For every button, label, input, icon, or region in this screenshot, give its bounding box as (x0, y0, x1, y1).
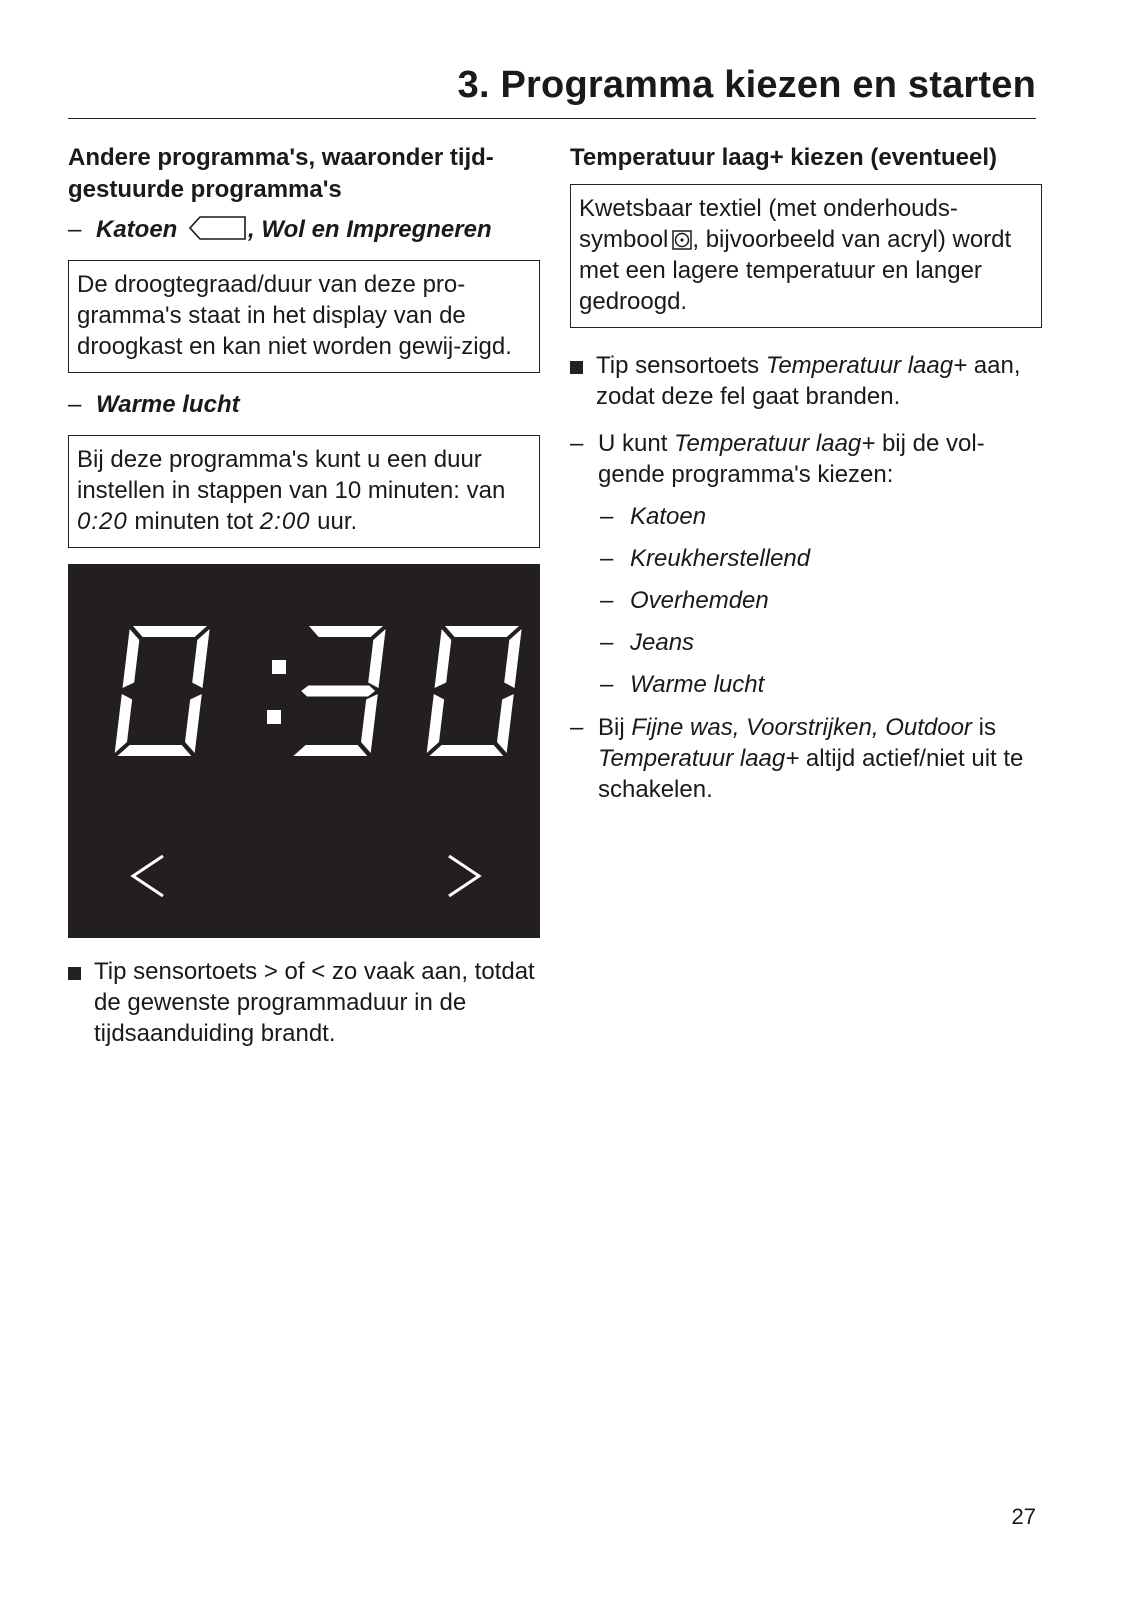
lcd-segment (115, 694, 133, 753)
dryer-display (68, 564, 540, 938)
program-item-warme-lucht: – Warme lucht (68, 391, 240, 418)
lcd-colon-dot (272, 660, 286, 674)
lcd-segment (427, 694, 445, 753)
wol-impregneren-label: , Wol en Impregneren (248, 216, 492, 243)
info-box-duur: Bij deze programma's kunt u een duur instellen in stappen van 10 minuten: van 0:20 minuten tot 2:00 uur. (68, 435, 540, 548)
lcd-segment (123, 629, 141, 688)
lcd-segment (300, 686, 375, 697)
lcd-segment (368, 629, 386, 688)
program-list (570, 501, 1042, 700)
list-item: – Kreukherstellend (600, 545, 811, 572)
info-box-droogtegraad: De droogtegraad/duur van deze pro-gramma's staat in het display van de droogkast en kan niet worden gewij-zigd. (68, 260, 540, 373)
warme-lucht-label: Warme lucht (96, 391, 240, 418)
temperatuur-programs-info: – U kunt Temperatuur laag+ bij de vol-gende programma's kiezen: (570, 430, 985, 488)
lcd-segment (132, 626, 207, 637)
bullet-square-icon (570, 361, 583, 374)
page-title: 3. Programma kiezen en starten (457, 64, 1036, 106)
lcd-segment (496, 694, 514, 753)
lcd-digit (293, 626, 386, 756)
lcd-segment (184, 694, 202, 753)
left-heading: Andere programma's, waaronder tijd-gestuurde programma's (68, 144, 494, 203)
header-divider (68, 118, 1036, 119)
lcd-segment (429, 745, 504, 756)
list-item: – Overhemden (600, 587, 769, 614)
lcd-segment (435, 629, 453, 688)
list-item: – Katoen (600, 503, 707, 530)
lcd-segment (504, 629, 522, 688)
lcd-segment (192, 629, 210, 688)
min-duration-value: 0:20 (77, 508, 128, 535)
temperatuur-always-active-info: – Bij Fijne was, Voorstrijken, Outdoor is Temperatuur laag+ altijd actief/niet uit te schakelen. (570, 714, 1024, 803)
tip-duration: Tip sensortoets > of < zo vaak aan, totdat de gewenste programmaduur in de tijdsaanduiding brandt. (68, 956, 540, 1049)
right-arrow-icon[interactable] (449, 856, 479, 896)
tip-temperatuur: Tip sensortoets Temperatuur laag+ aan, zodat deze fel gaat branden. (570, 350, 1042, 412)
lcd-digit (426, 626, 522, 756)
right-column (570, 142, 1042, 805)
lcd-segment (308, 626, 383, 637)
list-item: – Warme lucht (600, 671, 765, 698)
lcd-digit (114, 626, 210, 756)
info-box-kwetsbaar-textiel: Kwetsbaar textiel (met onderhouds-symbool , bijvoorbeeld van acryl) wordt met een lagere temperatuur en langer gedroogd. (570, 184, 1042, 328)
lcd-segment (360, 694, 378, 753)
lcd-segment (117, 745, 192, 756)
left-arrow-icon[interactable] (133, 856, 163, 896)
page-number: 27 (1011, 1504, 1036, 1529)
care-symbol-icon (672, 230, 692, 250)
display-readout (68, 564, 540, 938)
program-item-katoen-wol: – Katoen , Wol en Impregneren (68, 216, 492, 243)
lcd-colon (267, 660, 286, 724)
lcd-segment (293, 745, 368, 756)
katoen-label: Katoen (96, 216, 178, 243)
katoen-program-icon (188, 216, 246, 240)
lcd-segment (444, 626, 519, 637)
lcd-colon-dot (267, 710, 281, 724)
max-duration-value: 2:00 (259, 508, 311, 535)
bullet-square-icon (68, 967, 81, 980)
list-item: – Jeans (600, 629, 695, 656)
left-column (68, 142, 540, 1049)
right-heading: Temperatuur laag+ kiezen (eventueel) (570, 144, 998, 171)
